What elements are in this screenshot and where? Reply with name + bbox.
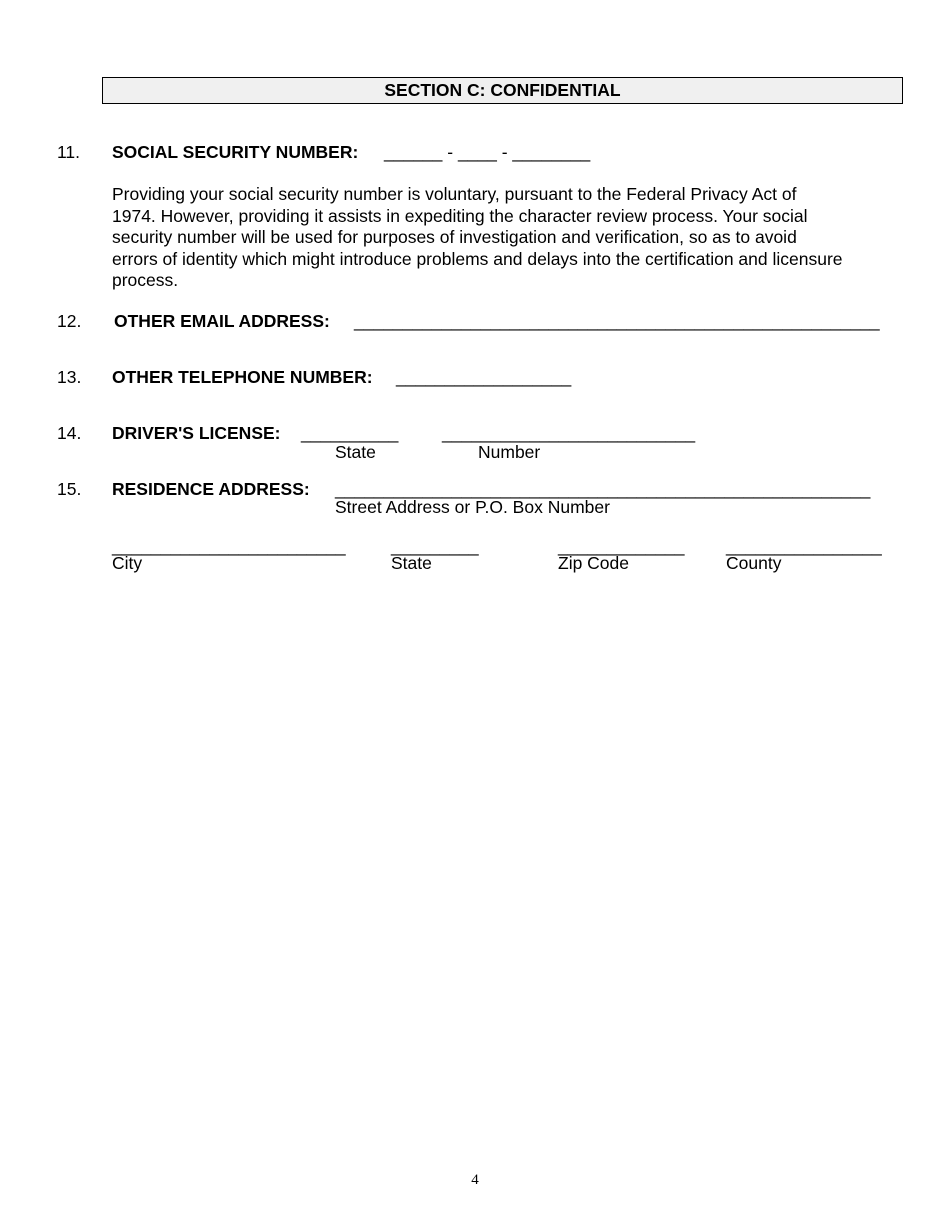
item-number-12: 12. bbox=[57, 311, 82, 331]
item-number-14: 14. bbox=[57, 423, 82, 443]
page-number: 4 bbox=[471, 1172, 479, 1188]
license-number-field[interactable]: __________________________ bbox=[442, 423, 696, 443]
other-email-label: OTHER EMAIL ADDRESS: bbox=[114, 311, 330, 331]
city-caption: City bbox=[112, 553, 143, 573]
zip-code-caption: Zip Code bbox=[558, 553, 630, 573]
ssn-notice-line-4: errors of identity which might introduce problems and delays into the certification and licensure bbox=[112, 248, 843, 269]
drivers-license-label: DRIVER'S LICENSE: bbox=[112, 423, 281, 443]
item-number-15: 15. bbox=[57, 479, 82, 499]
license-state-field[interactable]: __________ bbox=[301, 423, 399, 443]
section-title: SECTION C: CONFIDENTIAL bbox=[102, 77, 903, 104]
license-state-caption: State bbox=[335, 442, 376, 462]
item-number-13: 13. bbox=[57, 367, 82, 387]
license-number-caption: Number bbox=[478, 442, 541, 462]
street-address-caption: Street Address or P.O. Box Number bbox=[335, 497, 610, 517]
ssn-notice-line-3: security number will be used for purposes of investigation and verification, so as to avoid bbox=[112, 227, 797, 247]
county-caption: County bbox=[726, 553, 782, 573]
residence-state-field[interactable]: _________ bbox=[391, 536, 479, 556]
street-address-field[interactable]: _______________________________________________________ bbox=[335, 479, 871, 499]
city-field[interactable]: ________________________ bbox=[112, 536, 346, 556]
ssn-notice-line-2: 1974. However, providing it assists in expediting the character review process. Your social bbox=[112, 205, 808, 226]
ssn-field[interactable]: ______ - ____ - ________ bbox=[384, 142, 591, 162]
ssn-notice-line-5: process. bbox=[112, 270, 179, 290]
residence-address-label: RESIDENCE ADDRESS: bbox=[112, 479, 310, 499]
county-field[interactable]: ________________ bbox=[726, 536, 882, 556]
ssn-label: SOCIAL SECURITY NUMBER: bbox=[112, 142, 359, 162]
residence-state-caption: State bbox=[391, 553, 432, 573]
zip-code-field[interactable]: _____________ bbox=[558, 536, 685, 556]
ssn-notice bbox=[112, 184, 902, 292]
item-number-11: 11. bbox=[57, 142, 81, 162]
ssn-notice-line-1: Providing your social security number is voluntary, pursuant to the Federal Privacy Act of bbox=[112, 184, 797, 204]
other-phone-label: OTHER TELEPHONE NUMBER: bbox=[112, 367, 373, 387]
other-email-field[interactable]: ______________________________________________________ bbox=[354, 311, 880, 331]
other-phone-field[interactable]: __________________ bbox=[396, 367, 572, 387]
